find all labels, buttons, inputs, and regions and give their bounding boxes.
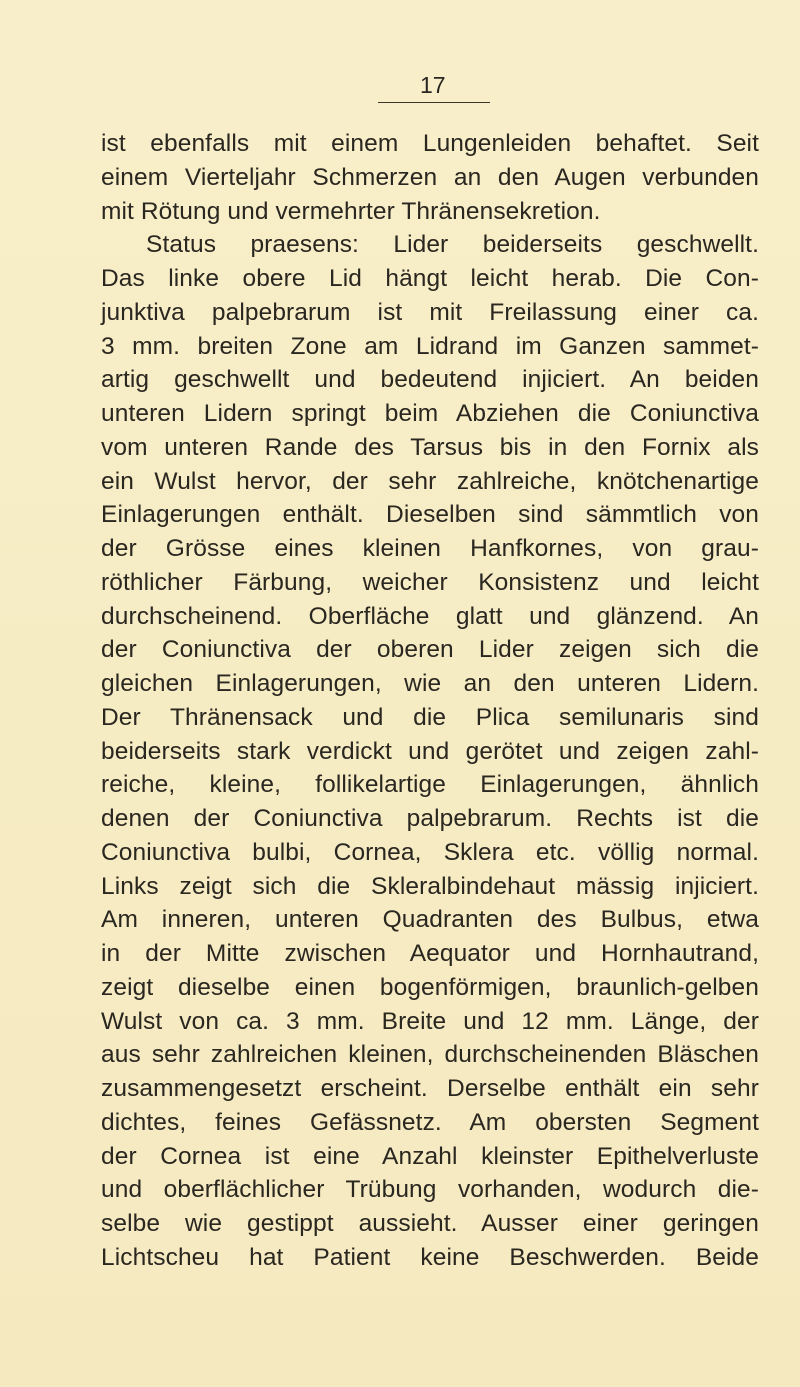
text-line: und oberflächlicher Trübung vorhanden, wodurch die-	[101, 1176, 759, 1204]
page-number-rule	[378, 102, 490, 103]
text-line: dichtes, feines Gefässnetz. Am obersten Segment	[101, 1108, 759, 1136]
text-line: mit Rötung und vermehrter Thränensekretion.	[101, 197, 601, 225]
text-line: zusammengesetzt erscheint. Derselbe enthält ein sehr	[101, 1075, 759, 1102]
text-line: einem Vierteljahr Schmerzen an den Augen verbunden	[101, 163, 759, 191]
text-line: ist ebenfalls mit einem Lungenleiden behaftet. Seit	[101, 130, 759, 157]
text-line: vom unteren Rande des Tarsus bis in den Fornix als	[101, 433, 759, 461]
text-line: gleichen Einlagerungen, wie an den unteren Lidern.	[101, 670, 759, 697]
text-line: Lichtscheu hat Patient keine Beschwerden. Beide	[101, 1243, 759, 1271]
text-line: zeigt dieselbe einen bogenförmigen, braunlich-gelben	[101, 973, 759, 1001]
text-line: Coniunctiva bulbi, Cornea, Sklera etc. völlig normal.	[101, 838, 759, 866]
text-line: ein Wulst hervor, der sehr zahlreiche, knötchenartige	[101, 467, 759, 495]
text-line: Der Thränensack und die Plica semilunaris sind	[101, 703, 759, 731]
text-line: Einlagerungen enthält. Dieselben sind sämmtlich von	[101, 501, 759, 529]
text-line: selbe wie gestippt aussieht. Ausser einer geringen	[101, 1210, 759, 1237]
page-number: 17	[420, 72, 446, 98]
text-line: röthlicher Färbung, weicher Konsistenz und leicht	[101, 568, 759, 596]
text-line: Status praesens: Lider beiderseits geschwellt.	[146, 231, 759, 259]
text-line: artig geschwellt und bedeutend injiciert. An beiden	[101, 366, 759, 394]
text-line: aus sehr zahlreichen kleinen, durchscheinenden Bläschen	[101, 1041, 759, 1069]
body-text	[101, 127, 759, 1275]
text-line: Wulst von ca. 3 mm. Breite und 12 mm. Länge, der	[101, 1007, 759, 1035]
text-line: unteren Lidern springt beim Abziehen die Coniunctiva	[101, 400, 759, 427]
text-line: der Cornea ist eine Anzahl kleinster Epithelverluste	[101, 1142, 759, 1170]
text-line: beiderseits stark verdickt und gerötet und zeigen zahl-	[101, 737, 759, 765]
text-line: denen der Coniunctiva palpebrarum. Rechts ist die	[101, 805, 759, 832]
text-line: der Grösse eines kleinen Hanfkornes, von grau-	[101, 535, 759, 562]
text-line: in der Mitte zwischen Aequator und Hornhautrand,	[101, 940, 759, 967]
text-line: Links zeigt sich die Skleralbindehaut mässig injiciert.	[101, 872, 759, 900]
text-line: junktiva palpebrarum ist mit Freilassung einer ca.	[101, 298, 759, 326]
text-line: 3 mm. breiten Zone am Lidrand im Ganzen sammet-	[101, 332, 759, 360]
text-line: reiche, kleine, follikelartige Einlagerungen, ähnlich	[101, 771, 759, 799]
text-line: der Coniunctiva der oberen Lider zeigen sich die	[101, 636, 759, 664]
text-line: Am inneren, unteren Quadranten des Bulbus, etwa	[101, 906, 759, 934]
text-line: durchscheinend. Oberfläche glatt und glänzend. An	[101, 602, 759, 630]
text-line: Das linke obere Lid hängt leicht herab. Die Con-	[101, 265, 759, 292]
